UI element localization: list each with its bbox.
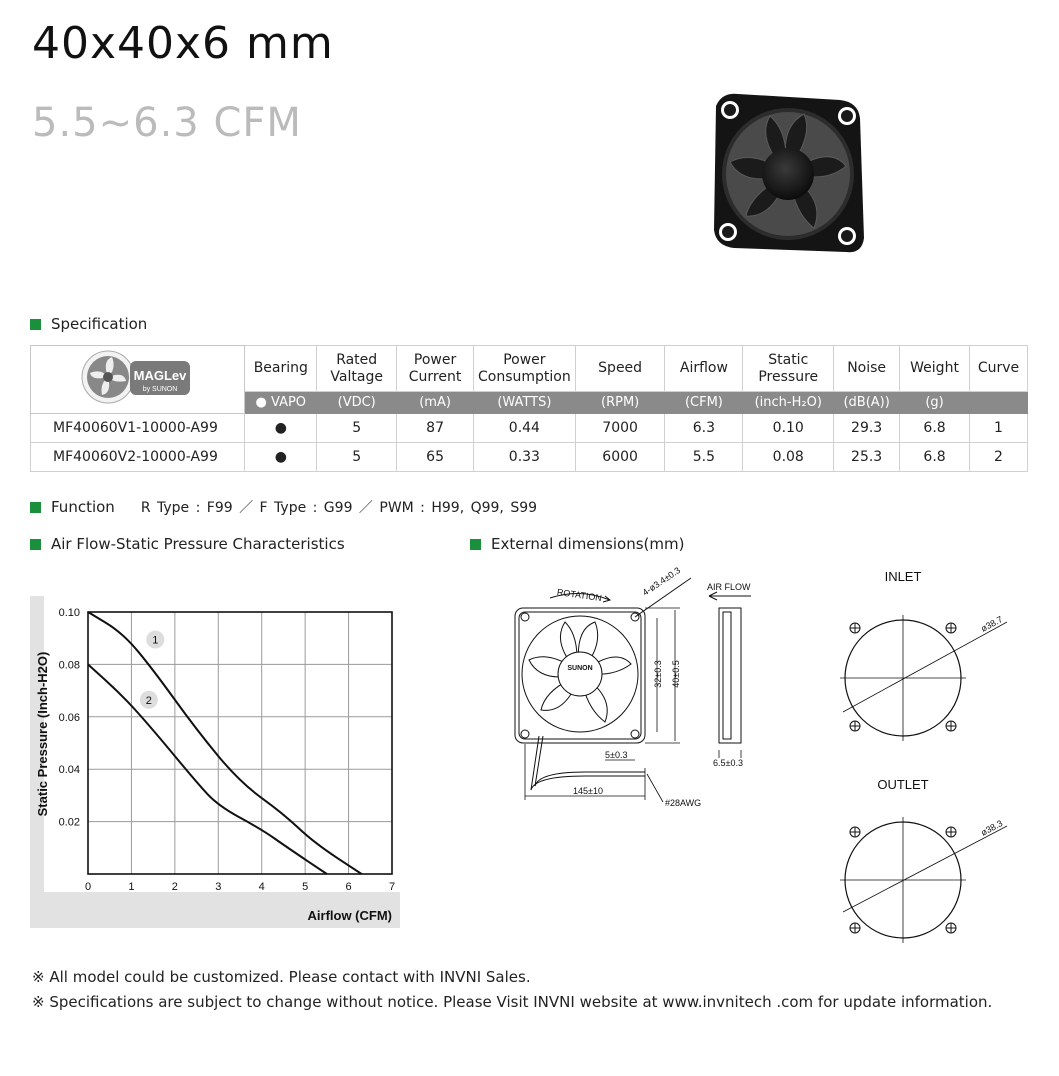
page-title: 40x40x6 mm <box>32 18 334 69</box>
unit-pressure: (inch-H₂O) <box>743 392 834 414</box>
col-head-current: Power Current <box>397 346 474 392</box>
specification-heading <box>30 315 147 333</box>
x-tick-label: 2 <box>171 881 178 893</box>
inlet-view <box>840 615 1007 741</box>
rotation-label: ROTATION <box>556 586 603 604</box>
col-head-weight: Weight <box>900 346 970 392</box>
series-name-label: 2 <box>145 694 152 707</box>
external-dimensions-drawing <box>495 560 1035 950</box>
col-head-pressure: Static Pressure <box>743 346 834 392</box>
maglev-logo-by: by SUNON <box>142 386 177 393</box>
note-change: ※ Specifications are subject to change without notice. Please Visit INVNI website at www.invnitech .com for update information. <box>32 993 993 1011</box>
current-value: 65 <box>397 443 474 472</box>
section-marker <box>30 319 41 330</box>
unit-consumption: (WATTS) <box>474 392 576 414</box>
col-head-curve: Curve <box>970 346 1028 392</box>
table-row <box>31 443 1028 472</box>
specification-heading-text: Specification <box>51 315 148 333</box>
airflow-heading-text: Air Flow-Static Pressure Characteristics <box>51 535 345 553</box>
col-head-bearing: Bearing <box>245 346 317 392</box>
airflow-value: 6.3 <box>665 414 743 443</box>
inner-dimension: 32±0.3 <box>653 660 663 688</box>
unit-weight: (g) <box>900 392 970 414</box>
model-number: MF40060V2-10000-A99 <box>31 443 245 472</box>
y-tick-label: 0.08 <box>58 659 80 672</box>
y-tick-label: 0.02 <box>58 816 80 829</box>
inlet-label: INLET <box>884 569 922 584</box>
dimensions-heading-text: External dimensions(mm) <box>491 535 685 553</box>
x-tick-label: 0 <box>84 881 92 893</box>
speed-value: 7000 <box>575 414 665 443</box>
col-head-noise: Noise <box>834 346 900 392</box>
inlet-diameter: ø38.7 <box>979 614 1005 634</box>
wire-gauge: #28AWG <box>665 798 702 808</box>
curve-value: 2 <box>970 443 1028 472</box>
col-head-speed: Speed <box>575 346 665 392</box>
pressure-value: 0.10 <box>743 414 834 443</box>
maglev-logo-cell <box>31 346 245 414</box>
note-customize: ※ All model could be customized. Please contact with INVNI Sales. <box>32 968 531 986</box>
section-marker <box>470 539 481 550</box>
x-axis-label: Airflow (CFM) <box>307 908 392 923</box>
col-head-voltage: Rated Valtage <box>317 346 397 392</box>
outlet-diameter: ø38.3 <box>979 818 1005 838</box>
hub-brand: SUNON <box>567 665 593 672</box>
x-tick-label: 7 <box>388 881 396 893</box>
thickness-dimension: 6.5±0.3 <box>713 758 743 768</box>
airflow-value: 5.5 <box>665 443 743 472</box>
airflow-pressure-chart <box>30 596 400 928</box>
airflow-range: 5.5~6.3 CFM <box>32 100 302 146</box>
unit-voltage: (VDC) <box>317 392 397 414</box>
noise-value: 25.3 <box>834 443 900 472</box>
current-value: 87 <box>397 414 474 443</box>
maglev-logo-brand: MAGLev <box>133 368 187 383</box>
unit-bearing: ● VAPO <box>245 392 317 414</box>
holes-label: 4-ø3.4±0.3 <box>640 565 683 598</box>
front-view <box>515 578 691 802</box>
specification-table <box>30 345 1028 472</box>
power-value: 0.44 <box>474 414 576 443</box>
x-tick-label: 5 <box>302 881 309 893</box>
bearing-dot: ● <box>245 414 317 443</box>
unit-curve <box>970 392 1028 414</box>
x-tick-label: 3 <box>215 881 222 893</box>
section-marker <box>30 539 41 550</box>
voltage-value: 5 <box>317 443 397 472</box>
function-heading-text: Function <box>51 498 115 516</box>
curve-value: 1 <box>970 414 1028 443</box>
side-view <box>709 592 751 758</box>
y-tick-label: 0.04 <box>58 764 80 777</box>
lead-length: 145±10 <box>573 786 603 796</box>
function-heading <box>30 497 537 517</box>
airflow-heading <box>30 535 345 553</box>
air-flow-label: AIR FLOW <box>707 582 751 592</box>
pressure-value: 0.08 <box>743 443 834 472</box>
table-row <box>31 414 1028 443</box>
y-axis-label: Static Pressure (Inch-H2O) <box>35 651 50 817</box>
outlet-label: OUTLET <box>877 777 929 792</box>
col-head-consumption: Power Consumption <box>474 346 576 392</box>
speed-value: 6000 <box>575 443 665 472</box>
dimensions-heading <box>470 535 684 553</box>
unit-current: (mA) <box>397 392 474 414</box>
y-tick-label: 0.10 <box>58 607 80 619</box>
strip-dimension: 5±0.3 <box>605 750 628 760</box>
section-marker <box>30 502 41 513</box>
weight-value: 6.8 <box>900 414 970 443</box>
series-name-label: 1 <box>152 634 159 647</box>
y-tick-label: 0.06 <box>58 711 80 724</box>
maglev-logo <box>78 347 198 407</box>
power-value: 0.33 <box>474 443 576 472</box>
bearing-dot: ● <box>245 443 317 472</box>
series-badge-2 <box>140 691 158 709</box>
function-types: R Type : F99 ／ F Type : G99 ／ PWM : H99, Q99, S99 <box>140 500 538 516</box>
unit-speed: (RPM) <box>575 392 665 414</box>
voltage-value: 5 <box>317 414 397 443</box>
outer-dimension: 40±0.5 <box>671 660 681 688</box>
weight-value: 6.8 <box>900 443 970 472</box>
x-tick-label: 6 <box>345 881 352 893</box>
x-tick-label: 4 <box>258 881 265 893</box>
x-tick-label: 1 <box>128 881 135 893</box>
model-number: MF40060V1-10000-A99 <box>31 414 245 443</box>
series-badge-1 <box>146 631 164 649</box>
unit-airflow: (CFM) <box>665 392 743 414</box>
noise-value: 29.3 <box>834 414 900 443</box>
col-head-airflow: Airflow <box>665 346 743 392</box>
fan-photo <box>708 88 866 258</box>
unit-noise: (dB(A)) <box>834 392 900 414</box>
